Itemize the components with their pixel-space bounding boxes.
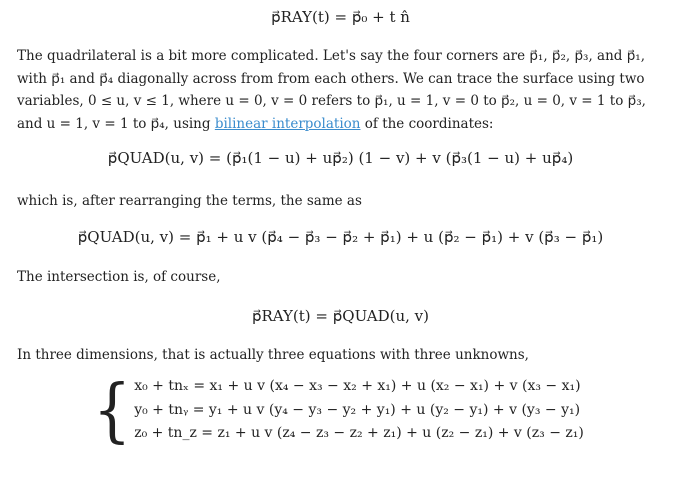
left-brace: {: [93, 370, 132, 451]
ray-equation: p⃗RAY(t) = p⃗₀ + t n̂: [271, 8, 410, 26]
quad-description-tail: of the coordinates:: [360, 115, 494, 132]
system-equation-x: x₀ + tnₓ = x₁ + u v (x₄ − x₃ − x₂ + x₁) + u (x₂ − x₁) + v (x₃ − x₁): [134, 378, 581, 394]
bilinear-interpolation-link[interactable]: bilinear interpolation: [214, 115, 361, 132]
equation-system-lines: [134, 376, 584, 444]
system-equation-y: y₀ + tnᵧ = y₁ + u v (y₄ − y₃ − y₂ + y₁) + u (y₂ − y₁) + v (y₃ − y₁): [134, 401, 581, 418]
intersection-equation: p⃗RAY(t) = p⃗QUAD(u, v): [251, 307, 429, 325]
quad-equation: p⃗QUAD(u, v) = (p⃗₁(1 − u) + up⃗₂) (1 − v) + v (p⃗₃(1 − u) + up⃗₄): [107, 149, 574, 167]
three-dimensions-paragraph: In three dimensions, that is actually three equations with three unknowns,: [17, 347, 529, 363]
quad-description-text: The quadrilateral is a bit more complicated. Let's say the four corners are p⃗₁, p⃗₂, p⃗₃, and p⃗₁, with p⃗₁ and p⃗₄ diagonally across from from each others. We can trace the surface using two variables, 0 ≤ u, v ≤ 1, where u = 0, v = 0 refers to p⃗₁, u = 1, v = 0 to p⃗₂, u = 0, v = 1 to p⃗₃, and u = 1, v = 1 to p⃗₄, using: [17, 48, 646, 132]
quad-rearranged-equation: p⃗QUAD(u, v) = p⃗₁ + u v (p⃗₄ − p⃗₃ − p⃗₂ + p⃗₁) + u (p⃗₂ − p⃗₁) + v (p⃗₃ − p⃗₁): [77, 228, 604, 246]
system-equation-z: z₀ + tn_z = z₁ + u v (z₄ − z₃ − z₂ + z₁) + u (z₂ − z₁) + v (z₃ − z₁): [134, 425, 584, 441]
equation-system: [93, 370, 584, 451]
intersection-paragraph: The intersection is, of course,: [17, 269, 221, 285]
quad-description-paragraph: [17, 45, 667, 135]
rearranging-paragraph: which is, after rearranging the terms, the same as: [17, 193, 362, 209]
